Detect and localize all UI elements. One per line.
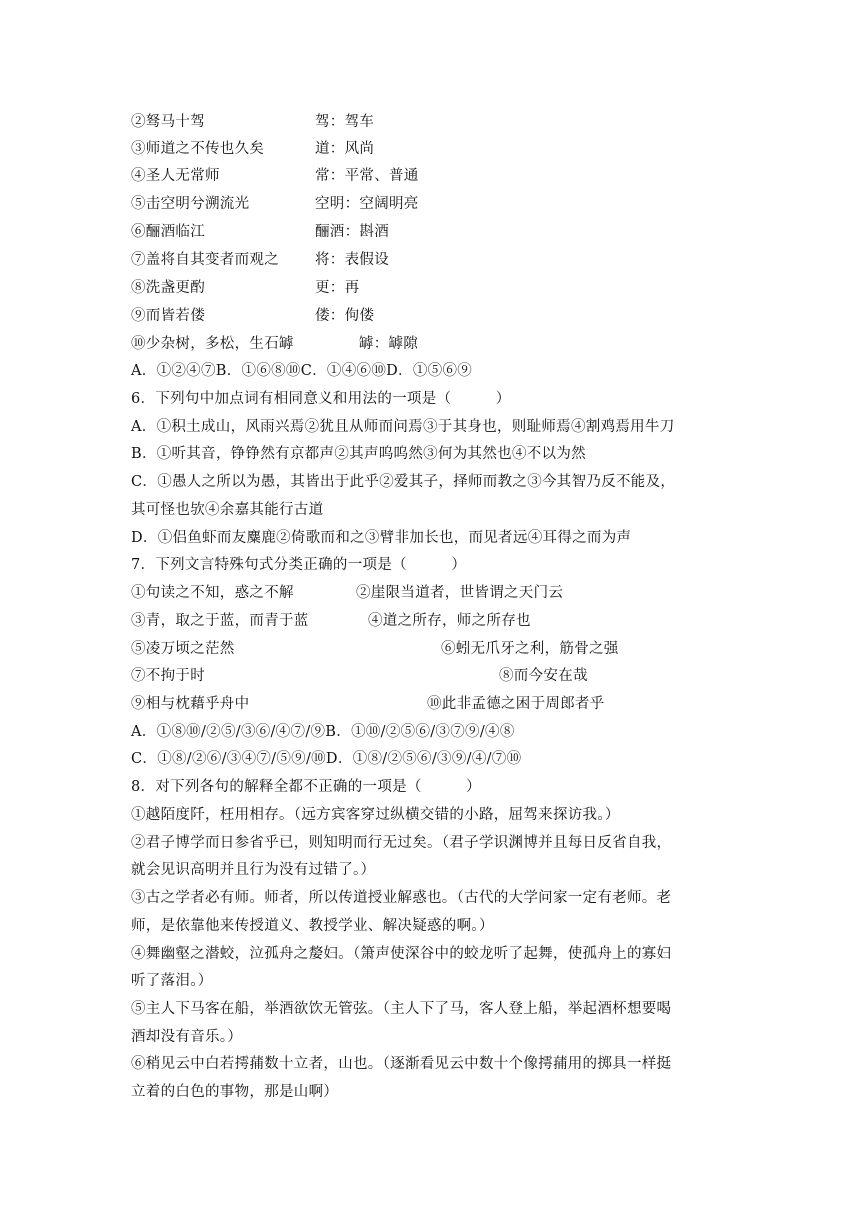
q5-item-7: ⑦盖将自其变者而观之 将：表假设: [131, 252, 389, 268]
q8-line-6: ④舞幽壑之潜蛟，泣孤舟之嫠妇。（箫声使深谷中的蛟龙听了起舞，使孤舟上的寡妇: [131, 946, 672, 962]
q7-row-1: ①句读之不知，惑之不解 ②崖限当道者，世皆谓之天门云: [131, 585, 564, 601]
q7-row-4: ⑦不拘于时 ⑧而今安在哉: [131, 668, 588, 684]
q6-option-b: B．①听其音，铮铮然有京都声②其声呜呜然③何为其然也④不以为然: [131, 446, 586, 462]
q6-option-a: A．①积土成山，风雨兴焉②犹且从师而问焉③于其身也，则耻师焉④割鸡焉用牛刀: [131, 419, 675, 435]
q5-item-2: ②驽马十驾 驾：驾车: [131, 114, 375, 130]
q8-line-1: ①越陌度阡，枉用相存。（远方宾客穿过纵横交错的小路，屈驾来探访我。）: [131, 807, 620, 823]
q8-line-7: 听了落泪。）: [131, 973, 213, 989]
q8-line-4: ③古之学者必有师。师者，所以传道授业解惑也。（古代的大学问家一定有老师。老: [131, 890, 672, 906]
q7-row-3: ⑤凌万顷之茫然 ⑥蚓无爪牙之利，筋骨之强: [131, 641, 619, 657]
q8-stem: 8．对下列各句的解释全都不正确的一项是（ ）: [131, 779, 481, 795]
q5-item-9: ⑨而皆若偻 偻：佝偻: [131, 308, 375, 324]
q6-option-c-line1: C．①愚人之所以为愚，其皆出于此乎②爱其子，择师而教之③今其智乃反不能及，: [131, 474, 676, 490]
q5-item-8: ⑧洗盏更酌 更：再: [131, 280, 360, 296]
q5-options: A．①②④⑦B．①⑥⑧⑩C．①④⑥⑩D．①⑤⑥⑨: [131, 363, 473, 379]
q7-options-ab: A．①⑧⑩/②⑤/③⑥/④⑦/⑨B．①⑩/②⑤⑥/③⑦⑨/④⑧: [131, 724, 515, 740]
q7-stem: 7．下列文言特殊句式分类正确的一项是（ ）: [131, 557, 467, 573]
q7-row-5: ⑨相与枕藉乎舟中 ⑩此非孟德之困于周郎者乎: [131, 696, 605, 712]
q6-option-c-line2: 其可怪也欤④余嘉其能行古道: [131, 502, 324, 518]
q7-options-cd: C．①⑧/②⑥/③④⑦/⑤⑨/⑩D．①⑧/②⑤⑥/③⑨/④/⑦⑩: [131, 751, 522, 767]
q7-row-2: ③青，取之于蓝，而青于蓝 ④道之所存，师之所存也: [131, 613, 531, 629]
q5-item-10: ⑩少杂树，多松，生石罅 罅：罅隙: [131, 336, 419, 352]
q8-line-9: 酒却没有音乐。）: [131, 1029, 243, 1045]
q6-stem: 6．下列句中加点词有相同意义和用法的一项是（ ）: [131, 391, 511, 407]
q8-line-8: ⑤主人下马客在船，举酒欲饮无管弦。（主人下了马，客人登上船，举起酒杯想要喝: [131, 1001, 672, 1017]
q8-line-11: 立着的白色的事物，那是山啊）: [131, 1084, 339, 1100]
q8-line-2: ②君子博学而日参省乎已，则知明而行无过矣。（君子学识渊博并且每日反省自我，: [131, 835, 672, 851]
q5-item-4: ④圣人无常师 常：平常、普通: [131, 168, 419, 184]
q8-line-3: 就会见识高明并且行为没有过错了。）: [131, 862, 376, 878]
q5-item-3: ③师道之不传也久矣 道：风尚: [131, 141, 375, 157]
q8-line-5: 师，是依靠他来传授道义、教授学业、解决疑惑的啊。）: [131, 918, 494, 934]
q8-line-10: ⑥稍见云中白若摴蒱数十立者，山也。（逐渐看见云中数十个像摴蒱用的掷具一样挺: [131, 1056, 672, 1072]
q6-option-d: D．①侣鱼虾而友麋鹿②倚歌而和之③臂非加长也，而见者远④耳得之而为声: [131, 530, 632, 546]
q5-item-5: ⑤击空明兮溯流光 空明：空阔明亮: [131, 196, 419, 212]
q5-item-6: ⑥酾酒临江 酾酒：斟酒: [131, 224, 389, 240]
